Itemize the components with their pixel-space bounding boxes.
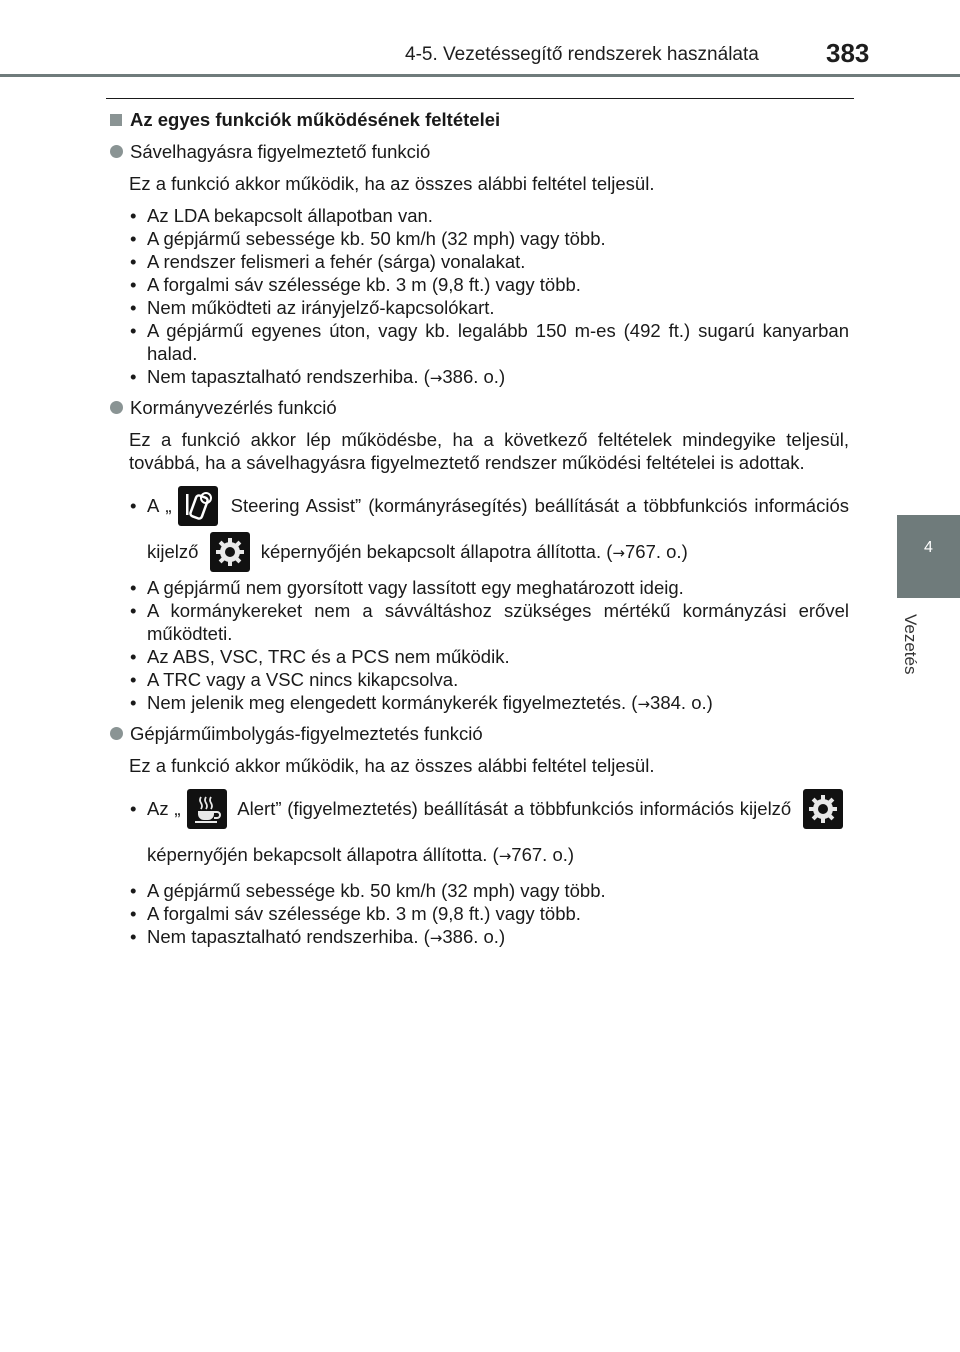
section-heading: Az egyes funkciók működésének feltételei (109, 108, 849, 131)
list-item: • A TRC vagy a VSC nincs kikapcsolva. (130, 669, 459, 690)
chapter-tab[interactable] (897, 515, 960, 598)
page-reference-arrow: → (637, 695, 651, 713)
header-rule (0, 74, 960, 77)
list-item: • Nem működteti az irányjelző-kapcsolókart. (130, 297, 495, 318)
sway-conditions (129, 786, 849, 950)
page-reference[interactable]: 767. o.) (511, 844, 575, 865)
steering-intro: Ez a funkció akkor lép működésbe, ha a következő feltételek mindegyike teljesül, továbbá, ha a sávelhagyásra figyelmeztető rendszer működési feltételei is adottak. (129, 429, 849, 473)
chapter-number: 4 (924, 539, 933, 556)
circle-bullet-icon (110, 727, 123, 740)
settings-gear-icon (803, 789, 843, 829)
list-item: • Az LDA bekapcsolt állapotban van. (130, 205, 433, 226)
list-item: • A „ Steering Assist” (kormányrásegítés) beállítását a többfunkciós információs kijelző képernyőjén bekapcsolt állapotra állította. (→767. o.) (129, 483, 849, 576)
list-item: • A kormánykereket nem a sávváltáshoz szükséges mértékű kormányzási erővel működteti. (130, 600, 849, 644)
sway-subheading: Gépjárműimbolygás-figyelmeztetés funkció (109, 722, 849, 745)
list-item: • A gépjármű sebessége kb. 50 km/h (32 mph) vagy több. (130, 228, 606, 249)
list-item: • Az ABS, VSC, TRC és a PCS nem működik. (130, 646, 510, 667)
page-content (109, 108, 849, 950)
circle-bullet-icon (110, 401, 123, 414)
settings-gear-icon (210, 532, 250, 572)
header-title: 4-5. Vezetéssegítő rendszerek használata (405, 44, 759, 65)
page-reference-arrow: → (429, 369, 443, 387)
page-reference[interactable]: 767. o.) (625, 541, 688, 562)
list-item: • Nem tapasztalható rendszerhiba. (→386. o.) (130, 366, 506, 387)
page-reference-arrow: → (429, 929, 443, 947)
coffee-cup-icon (187, 789, 227, 829)
page-reference[interactable]: 384. o.) (650, 692, 713, 713)
section-rule (106, 98, 854, 99)
circle-bullet-icon (110, 145, 123, 158)
list-item: • Nem tapasztalható rendszerhiba. (→386. o.) (130, 926, 506, 947)
lda-subheading: Sávelhagyásra figyelmeztető funkció (109, 140, 849, 163)
chapter-label: Vezetés (901, 614, 920, 675)
steering-subheading: Kormányvezérlés funkció (109, 396, 849, 419)
page-reference[interactable]: 386. o.) (442, 926, 506, 947)
page-reference[interactable]: 386. o.) (442, 366, 506, 387)
page-reference-arrow: → (498, 847, 512, 865)
list-item: • A gépjármű sebessége kb. 50 km/h (32 mph) vagy több. (130, 880, 606, 901)
lda-conditions (129, 204, 849, 390)
list-item: • Az „ Alert” (figyelmeztetés) beállítását a többfunkciós információs kijelző képernyőjén bekapcsolt állapotra állította. (→767. o.) (129, 786, 849, 879)
list-item: • A rendszer felismeri a fehér (sárga) vonalakat. (130, 251, 526, 272)
page-reference-arrow: → (612, 544, 625, 562)
square-bullet-icon (110, 114, 122, 126)
list-item: • A gépjármű nem gyorsított vagy lassított egy meghatározott ideig. (130, 577, 684, 598)
lda-intro: Ez a funkció akkor működik, ha az összes alábbi feltétel teljesül. (129, 173, 655, 194)
steering-conditions (129, 483, 849, 716)
list-item: • A forgalmi sáv szélessége kb. 3 m (9,8 ft.) vagy több. (130, 274, 581, 295)
list-item: • A gépjármű egyenes úton, vagy kb. legalább 150 m-es (492 ft.) sugarú kanyarban halad. (130, 320, 849, 364)
page-number: 383 (826, 38, 870, 68)
list-item: • A forgalmi sáv szélessége kb. 3 m (9,8 ft.) vagy több. (130, 903, 581, 924)
list-item: • Nem jelenik meg elengedett kormánykerék figyelmeztetés. (→384. o.) (130, 692, 713, 713)
sway-intro: Ez a funkció akkor működik, ha az összes alábbi feltétel teljesül. (129, 755, 655, 776)
steering-assist-icon (178, 486, 218, 526)
